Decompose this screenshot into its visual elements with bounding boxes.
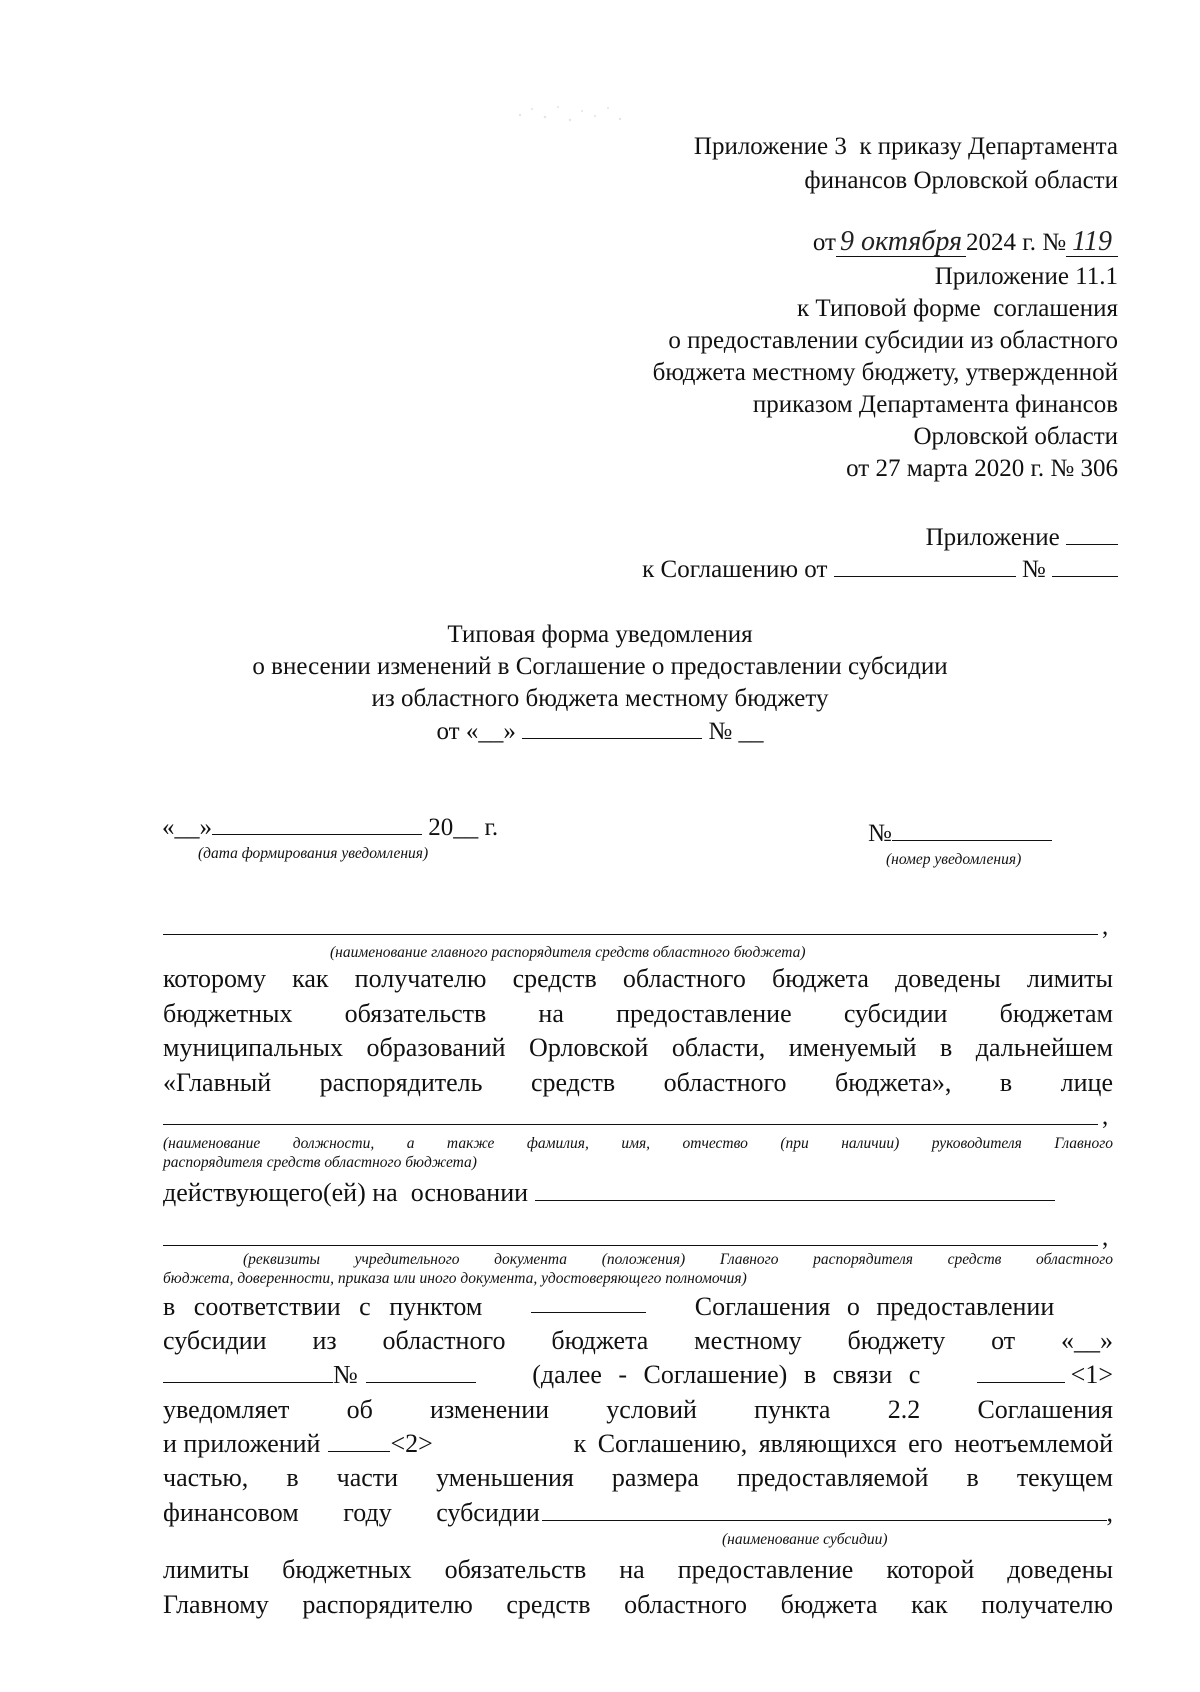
document-requisites-rule (163, 1245, 1098, 1246)
p2-l1-text-a: в соответствии с пунктом (163, 1292, 483, 1321)
notice-date-caption: (дата формирования уведомления) (198, 845, 429, 862)
order-from-label: от (812, 229, 836, 256)
paragraph-3-line-1: лимиты бюджетных обязательств на предоставление которой доведены (163, 1555, 1113, 1584)
paragraph-1-line-3: муниципальных образований Орловской области, именуемый в дальнейшем (163, 1033, 1113, 1062)
agreement-ref-date-blank (163, 1360, 333, 1383)
agreement-number-blank (1052, 554, 1118, 577)
order-year: 2024 г. № (966, 229, 1067, 256)
document-caption-line-1: (реквизиты учредительного документа (положения) Главного распорядителя средств областного (243, 1251, 1113, 1268)
attachment-number-blank (1066, 522, 1118, 545)
attachment-agreement-label: к Соглашению от (642, 556, 828, 583)
paragraph-2-line-7 (163, 1496, 1113, 1531)
appendix-line-4: бюджета местному бюджету, утвержденной (652, 359, 1118, 386)
footnote-ref-2: <2> (390, 1429, 433, 1458)
notice-number-caption: (номер уведомления) (886, 851, 1022, 868)
head-caption-line-1: (наименование должности, а также фамилия, имя, отчество (при наличии) руководителя Главного (163, 1135, 1113, 1152)
document-comma: , (1102, 1224, 1109, 1251)
acting-basis-line (163, 1176, 1055, 1211)
appendix-line-6: Орловской области (913, 423, 1118, 450)
subsidy-name-blank (542, 1498, 1107, 1521)
notice-month-blank (212, 812, 422, 835)
paragraph-1-line-2: бюджетных обязательств на предоставление субсидии бюджетам (163, 999, 1113, 1028)
form-title-line-4 (0, 716, 1200, 747)
appendix-line-1: Приложение 11.1 (934, 263, 1118, 290)
p2-l3-text: (далее - Соглашение) в связи с (532, 1360, 921, 1389)
p2-l5-text-a: и приложений (163, 1429, 321, 1458)
attachment-label: Приложение (925, 524, 1060, 551)
form-title-date-blank (522, 716, 702, 739)
paragraph-2-line-6: частью, в части уменьшения размера предоставляемой в текущем (163, 1463, 1113, 1492)
notice-number-blank (892, 818, 1052, 841)
distributor-name-rule (163, 934, 1098, 935)
acting-basis-label: действующего(ей) на основании (163, 1178, 529, 1207)
clause-number-blank (531, 1290, 646, 1313)
p2-l1-text-b: Соглашения о предоставлении (694, 1292, 1055, 1321)
footnote-ref-1: <1> (1070, 1360, 1113, 1389)
change-reason-blank (977, 1360, 1065, 1383)
notice-number-sign: № (868, 820, 892, 847)
paragraph-2-line-2: субсидии из областного бюджета местному бюджету от «__» (163, 1326, 1113, 1355)
agreement-date-blank (834, 554, 1016, 577)
attachment-line-1 (926, 522, 1118, 553)
paragraph-3-line-2: Главному распорядителю средств областного бюджета как получателю (163, 1590, 1113, 1619)
notice-day: «__» (162, 814, 212, 841)
form-title-no: № __ (708, 718, 764, 745)
paragraph-2-line-4: уведомляет об изменении условий пункта 2.2 Соглашения (163, 1395, 1113, 1424)
form-title-line-3: из областного бюджета местному бюджету (371, 685, 829, 712)
faint-stamp-mark (510, 95, 630, 133)
paragraph-1-line-1: которому как получателю средств областного бюджета доведены лимиты (163, 964, 1113, 993)
order-number-handwritten: 119 (1066, 228, 1118, 257)
paragraph-2-line-1 (163, 1290, 1113, 1325)
appendix-line-5: приказом Департамента финансов (752, 391, 1118, 418)
head-comma: , (1102, 1103, 1109, 1130)
appendix-numbers-blank (328, 1429, 390, 1452)
paragraph-2-line-3 (163, 1358, 1113, 1393)
document-caption-line-2: бюджета, доверенности, приказа или иного документа, удостоверяющего полномочия) (163, 1270, 747, 1287)
p2-l7-text: финансовом году субсидии (163, 1498, 540, 1527)
head-caption-line-2: распорядителя средств областного бюджета) (163, 1154, 477, 1171)
form-title-line-2: о внесении изменений в Соглашение о предоставлении субсидии (252, 653, 948, 680)
order-header-line-2: финансов Орловской области (804, 167, 1118, 194)
p2-l5-text-b: к Соглашению, являющихся его неотъемлемой (573, 1429, 1113, 1458)
attachment-line-2 (642, 554, 1118, 585)
appendix-line-7: от 27 марта 2020 г. № 306 (846, 455, 1118, 482)
paragraph-1-line-4: «Главный распорядитель средств областного бюджета», в лице (163, 1068, 1113, 1097)
notice-date-line (162, 812, 498, 843)
head-name-rule (163, 1124, 1098, 1125)
distributor-caption: (наименование главного распорядителя средств областного бюджета) (330, 944, 806, 961)
notice-year: 20__ г. (428, 814, 499, 841)
form-title-line-1: Типовая форма уведомления (447, 621, 753, 648)
distributor-comma: , (1102, 913, 1109, 940)
form-title-from: от «__» (436, 718, 516, 745)
order-date-handwritten: 9 октября (836, 228, 966, 257)
paragraph-2-line-5 (163, 1427, 1113, 1462)
subsidy-comma: , (1106, 1498, 1113, 1527)
appendix-line-2: к Типовой форме соглашения (796, 295, 1118, 322)
agreement-ref-number-blank (366, 1360, 476, 1383)
subsidy-caption: (наименование субсидии) (722, 1531, 888, 1548)
order-header-line-1: Приложение 3 к приказу Департамента (693, 133, 1118, 160)
notice-number-line (868, 818, 1052, 849)
acting-basis-blank (535, 1178, 1055, 1201)
appendix-line-3: о предоставлении субсидии из областного (668, 327, 1118, 354)
p2-l3-no: № (333, 1360, 358, 1389)
agreement-no-sign: № (1021, 556, 1046, 583)
